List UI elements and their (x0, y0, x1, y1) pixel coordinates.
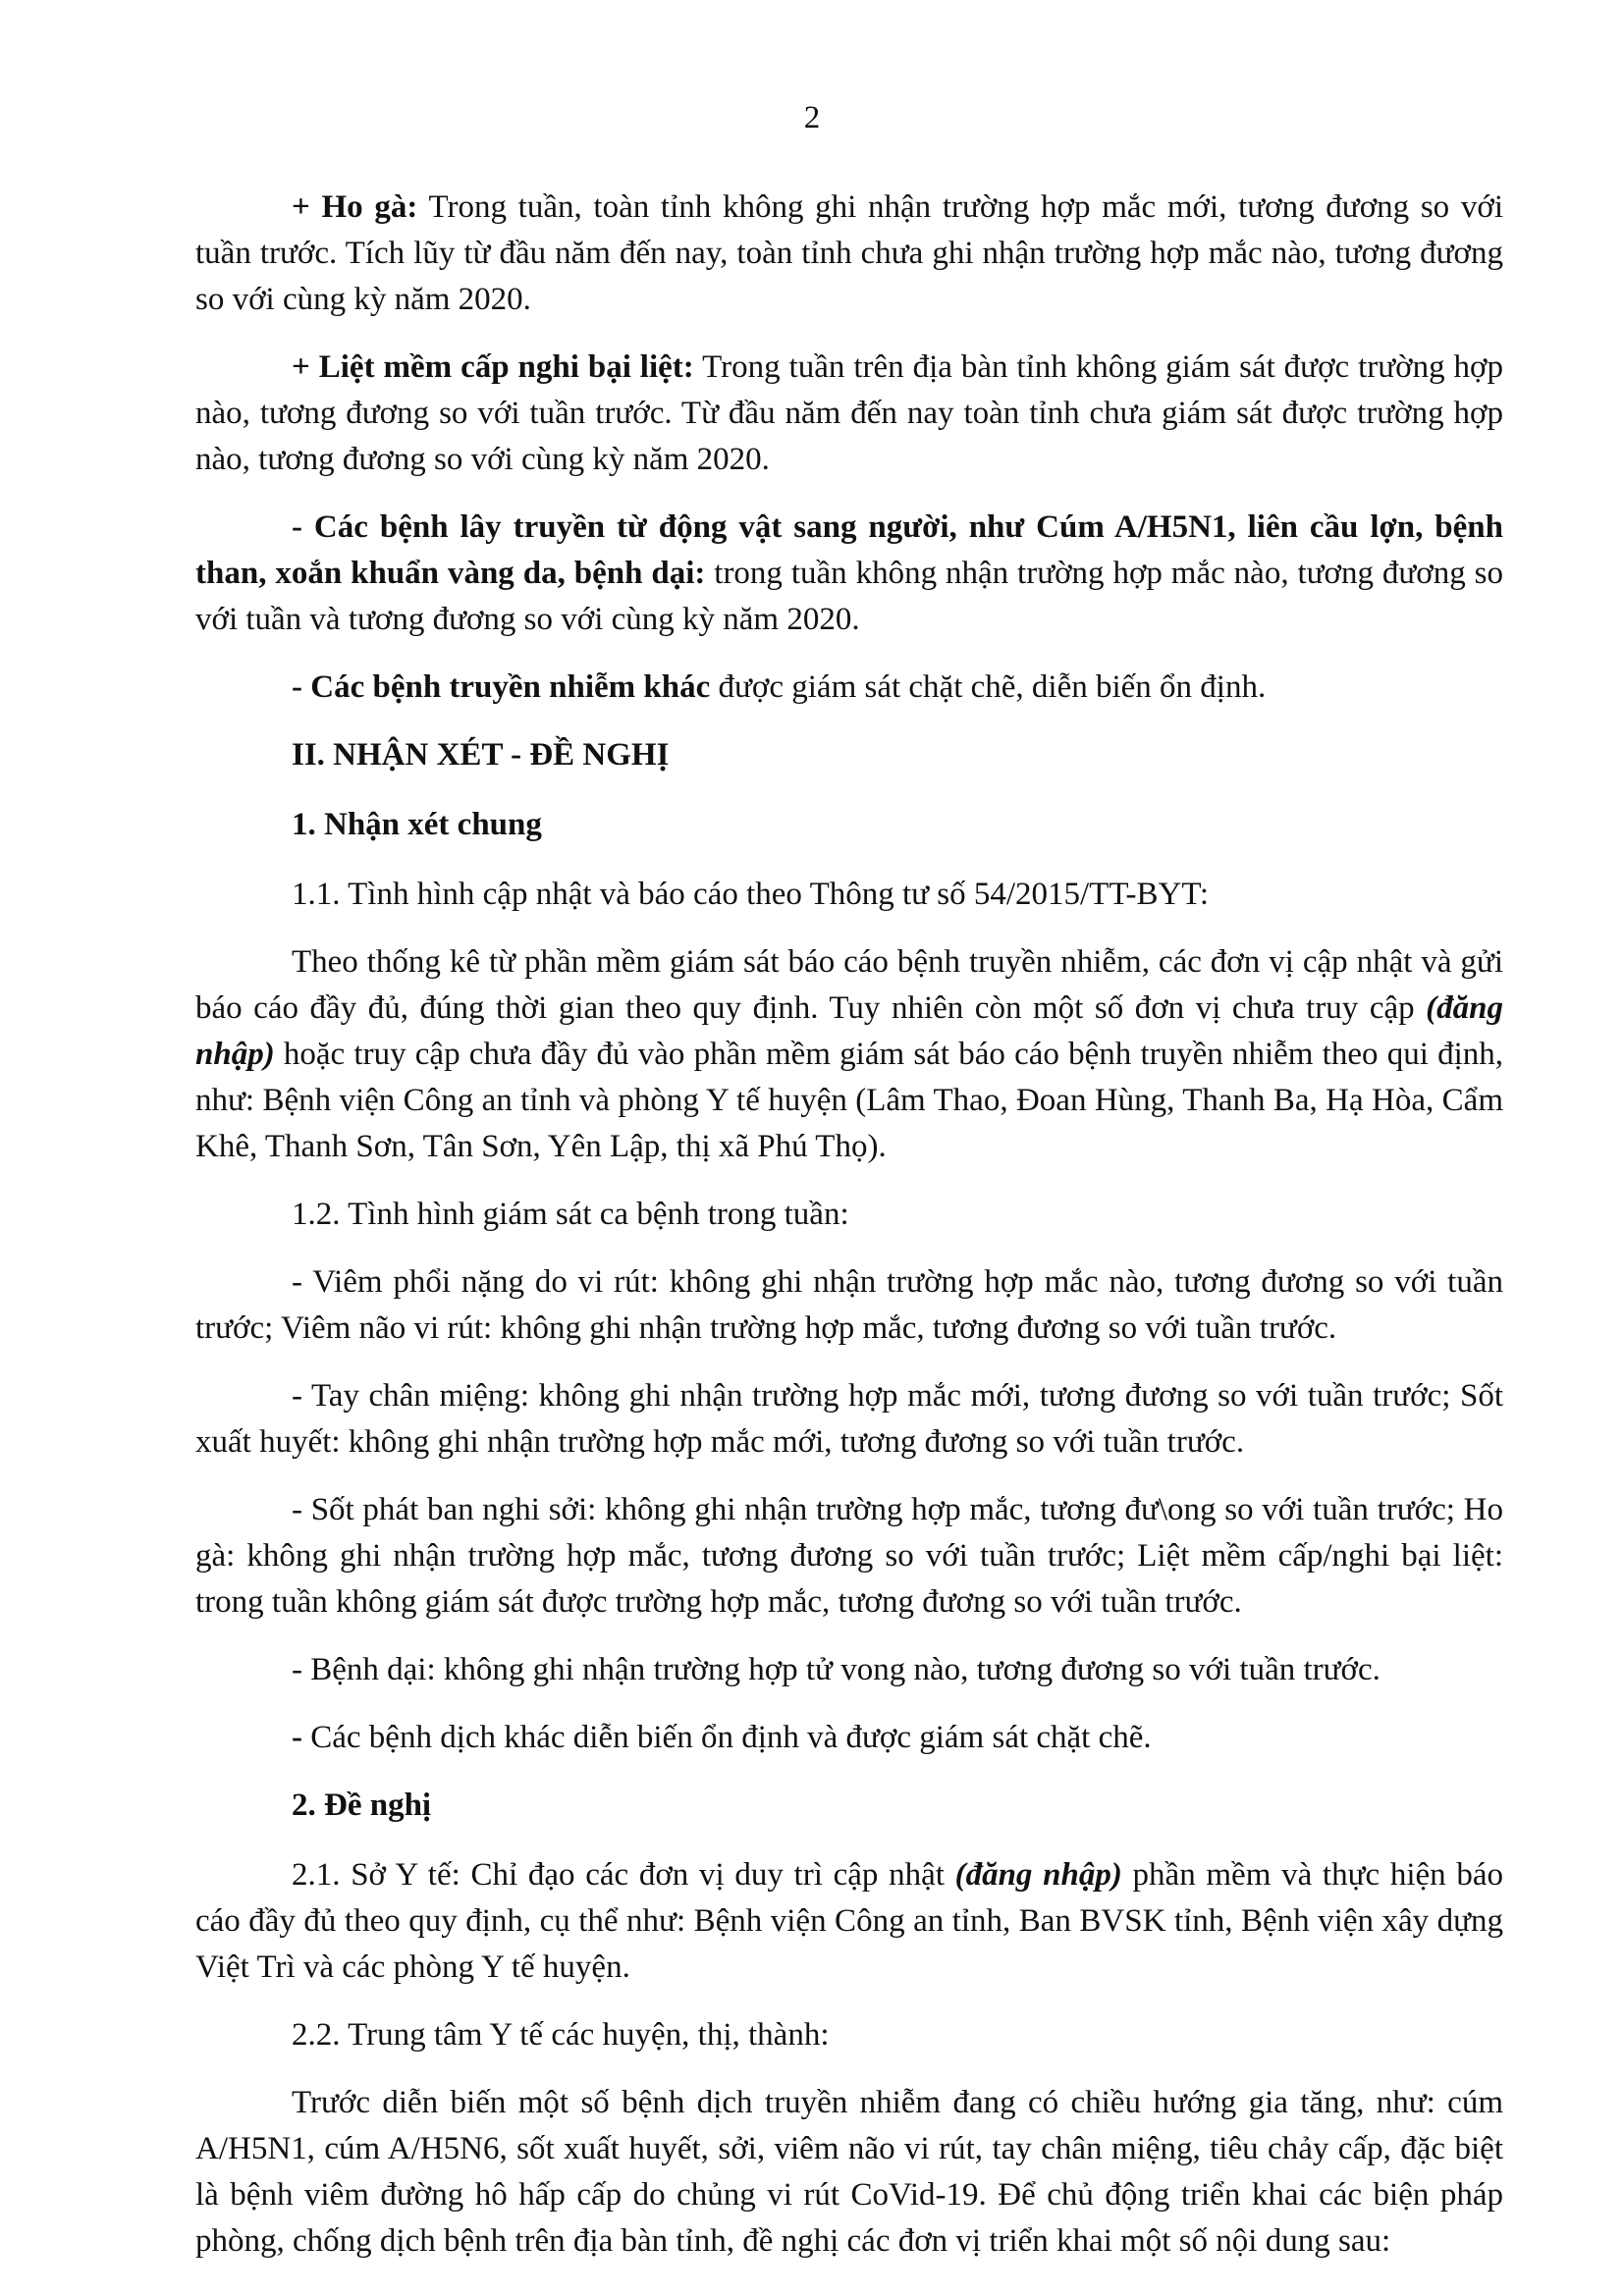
section-heading-ii (195, 732, 1503, 778)
theo-text-b: hoặc truy cập chưa đầy đủ vào phần mềm giám sát báo cáo bệnh truyền nhiễm theo qui định, như: Bệnh viện Công an tỉnh và phòng Y tế huyện (Lâm Thao, Đoan Hùng, Thanh Ba, Hạ Hòa, Cẩm Khê, Thanh Sơn, Tân Sơn, Yên Lập, thị xã Phú Thọ). (195, 1037, 1503, 1164)
benh-dich-text: Các bệnh dịch khác diễn biến ổn định và được giám sát chặt chẽ. (302, 1720, 1152, 1755)
paragraph-2-1 (195, 1852, 1503, 1991)
paragraph-benh-khac (195, 665, 1503, 711)
dong-vat-lead: - Các bệnh lây truyền từ động vật sang người, như Cúm A/H5N1, liên cầu lợn, bệnh than, xoắn khuẩn vàng da, bệnh dại: (195, 509, 1503, 591)
paragraph-theo-thong-ke (195, 939, 1503, 1170)
ho-ga-lead: + Ho gà: (292, 189, 418, 225)
page-number: 2 (803, 100, 821, 135)
paragraph-ho-ga (195, 185, 1503, 323)
paragraph-1-1: 1.1. Tình hình cập nhật và báo cáo theo Thông tư số 54/2015/TT-BYT: (292, 877, 1210, 912)
benh-dich-dash: - (292, 1720, 302, 1755)
benh-khac-text: được giám sát chặt chẽ, diễn biến ổn định. (710, 669, 1267, 705)
liet-mem-lead: + Liệt mềm cấp nghi bại liệt: (292, 349, 694, 385)
paragraph-dong-vat (195, 505, 1503, 643)
theo-emphasis: (đăng nhập) (195, 990, 1503, 1072)
ho-ga-text: Trong tuần, toàn tỉnh không ghi nhận trường hợp mắc mới, tương đương so với tuần trước. Tích lũy từ đầu năm đến nay, toàn tỉnh chưa ghi nhận trường hợp mắc nào, tương đương so với cùng kỳ năm 2020. (195, 189, 1503, 317)
heading-2-text: 2. Đề nghị (292, 1788, 432, 1823)
benh-khac-lead: - Các bệnh truyền nhiễm khác (292, 669, 711, 705)
paragraph-2-2: 2.2. Trung tâm Y tế các huyện, thị, thành: (292, 2017, 830, 2053)
paragraph-sot-phat-ban: - Sốt phát ban nghi sởi: không ghi nhận trường hợp mắc, tương đư\ong so với tuần trước; Ho gà: không ghi nhận trường hợp mắc, tương đương so với tuần trước; Liệt mềm cấp/nghi bại liệt: trong tuần không giám sát được trường hợp mắc, tương đương so với tuần trước. (195, 1492, 1503, 1620)
theo-text-a: Theo thống kê từ phần mềm giám sát báo cáo bệnh truyền nhiễm, các đơn vị cập nhật và gửi báo cáo đầy đủ, đúng thời gian theo quy định. Tuy nhiên còn một số đơn vị chưa truy cập (195, 944, 1503, 1026)
heading-ii-text: II. NHẬN XÉT - ĐỀ NGHỊ (292, 737, 670, 773)
paragraph-1-2: 1.2. Tình hình giám sát ca bệnh trong tuần: (292, 1197, 849, 1232)
paragraph-benh-dai: - Bệnh dại: không ghi nhận trường hợp tử vong nào, tương đương so với tuần trước. (292, 1652, 1380, 1687)
p21-emphasis: (đăng nhập) (954, 1857, 1122, 1893)
paragraph-tay-chan-mieng: - Tay chân miệng: không ghi nhận trường hợp mắc mới, tương đương so với tuần trước; Sốt xuất huyết: không ghi nhận trường hợp mắc mới, tương đương so với tuần trước. (195, 1378, 1503, 1460)
paragraph-liet-mem (195, 345, 1503, 483)
p21-text-a: 2.1. Sở Y tế: Chỉ đạo các đơn vị duy trì cập nhật (292, 1857, 955, 1893)
section-heading-1 (195, 802, 1503, 848)
heading-1-text: 1. Nhận xét chung (292, 807, 542, 842)
liet-mem-text: Trong tuần trên địa bàn tỉnh không giám sát được trường hợp nào, tương đương so với tuần trước. Từ đầu năm đến nay toàn tỉnh chưa giám sát được trường hợp nào, tương đương so với cùng kỳ năm 2020. (195, 349, 1503, 477)
paragraph-viem-phoi: - Viêm phổi nặng do vi rút: không ghi nhận trường hợp mắc nào, tương đương so với tuần trước; Viêm não vi rút: không ghi nhận trường hợp mắc, tương đương so với tuần trước. (195, 1264, 1503, 1346)
paragraph-benh-dich-khac (195, 1715, 1503, 1761)
dong-vat-text: trong tuần không nhận trường hợp mắc nào, tương đương so với tuần và tương đương so với cùng kỳ năm 2020. (195, 556, 1503, 637)
document-body (195, 185, 1503, 2286)
p21-text-b: phần mềm và thực hiện báo cáo đầy đủ theo quy định, cụ thể như: Bệnh viện Công an tỉnh, Ban BVSK tỉnh, Bệnh viện xây dựng Việt Trì và các phòng Y tế huyện. (195, 1857, 1503, 1985)
section-heading-2 (195, 1783, 1503, 1829)
paragraph-truoc-dien-bien: Trước diễn biến một số bệnh dịch truyền nhiễm đang có chiều hướng gia tăng, như: cúm A/H5N1, cúm A/H5N6, sốt xuất huyết, sởi, viêm não vi rút, tay chân miệng, tiêu chảy cấp, đặc biệt là bệnh viêm đường hô hấp cấp do chủng vi rút CoVid-19. Để chủ động triển khai các biện pháp phòng, chống dịch bệnh trên địa bàn tỉnh, đề nghị các đơn vị triển khai một số nội dung sau: (195, 2085, 1503, 2259)
